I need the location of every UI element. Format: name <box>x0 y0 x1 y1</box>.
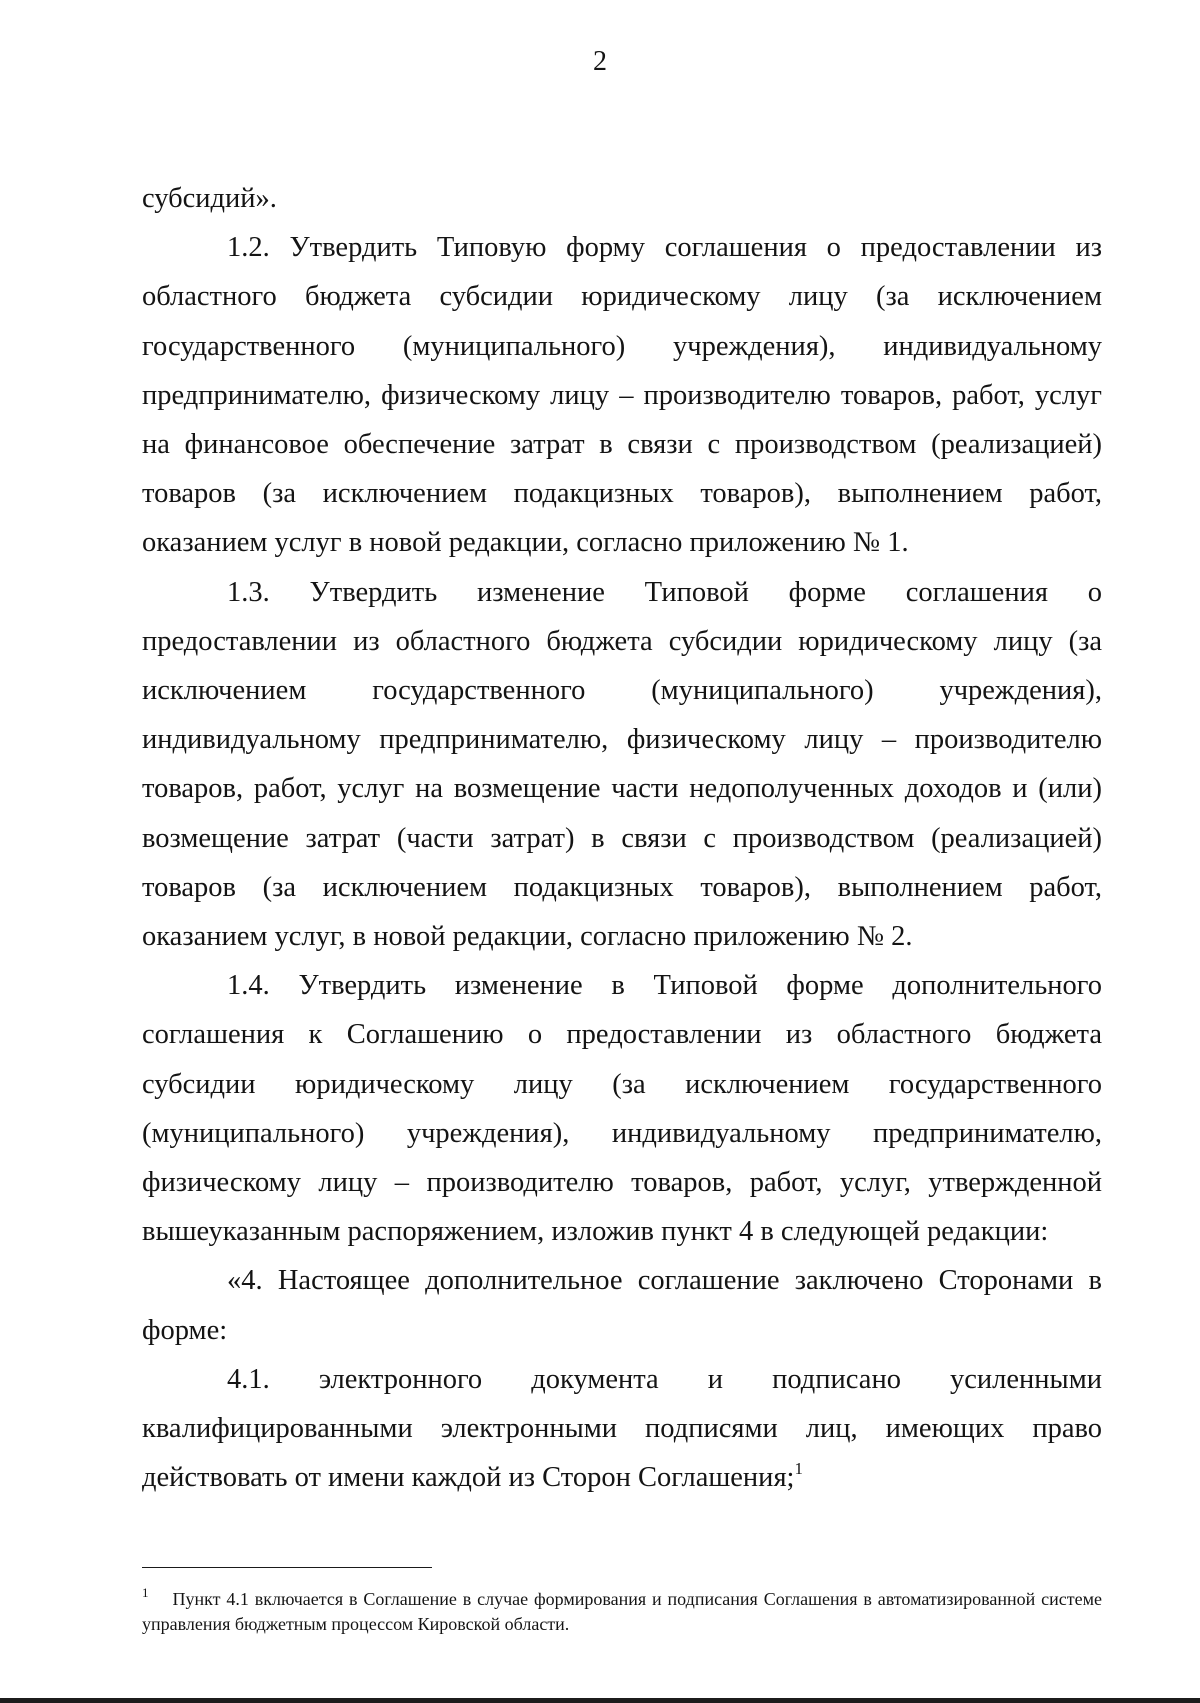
paragraph-4-1-text: 4.1. электронного документа и подписано усиленными квалифицированными электронными подписями лиц, имеющих право действовать от имени каждой из Сторон Соглашения; <box>142 1363 1102 1494</box>
paragraph-continuation: субсидий». <box>142 183 277 214</box>
footnote-text: Пункт 4.1 включается в Соглашение в случае формирования и подписания Соглашения в автоматизированной системе управления бюджетным процессом Кировской области. <box>142 1589 1102 1634</box>
paragraph-1-3: 1.3. Утвердить изменение Типовой форме соглашения о предоставлении из областного бюджета субсидии юридическому лицу (за исключением государственного (муниципального) учреждения), индивидуальному предпринимателю, физическому лицу – производителю товаров, работ, услуг на возмещение части недополученных доходов и (или) возмещение затрат (части затрат) в связи с производством (реализацией) товаров (за исключением подакцизных товаров), выполнением работ, оказанием услуг, в новой редакции, согласно приложению № 2. <box>142 576 1102 953</box>
footnote <box>142 1580 1102 1637</box>
paragraph-1-2: 1.2. Утвердить Типовую форму соглашения о предоставлении из областного бюджета субсидии юридическому лицу (за исключением государственного (муниципального) учреждения), индивидуальному предпринимателю, физическому лицу – производителю товаров, работ, услуг на финансовое обеспечение затрат в связи с производством (реализацией) товаров (за исключением подакцизных товаров), выполнением работ, оказанием услуг в новой редакции, согласно приложению № 1. <box>142 232 1102 559</box>
footnote-1 <box>142 1580 1102 1637</box>
footnote-separator <box>142 1567 432 1568</box>
paragraph-4-1 <box>142 1355 1102 1503</box>
page-number: 2 <box>593 46 607 77</box>
paragraph-1-4: 1.4. Утвердить изменение в Типовой форме дополнительного соглашения к Соглашению о предоставлении из областного бюджета субсидии юридическому лицу (за исключением государственного (муниципального) учреждения), индивидуальному предпринимателю, физическому лицу – производителю товаров, работ, услуг, утвержденной вышеуказанным распоряжением, изложив пункт 4 в следующей редакции: <box>142 970 1102 1248</box>
footnote-reference[interactable]: 1 <box>794 1459 803 1479</box>
paragraph-quote-4: «4. Настоящее дополнительное соглашение заключено Сторонами в форме: <box>142 1265 1102 1346</box>
footnote-mark: 1 <box>142 1585 149 1600</box>
scan-edge <box>0 1698 1200 1703</box>
document-body <box>142 174 1102 1502</box>
